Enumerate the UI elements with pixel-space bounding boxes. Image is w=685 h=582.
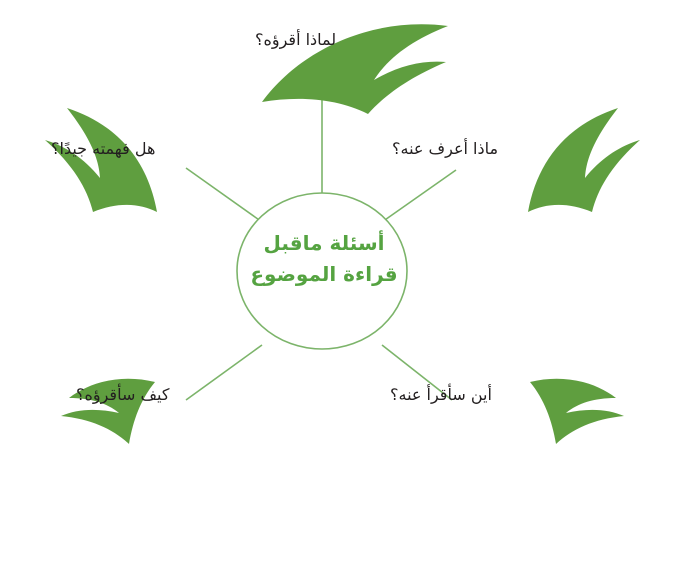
center-node-line-2: قراءة الموضوع xyxy=(250,262,398,286)
swoosh-lower-left xyxy=(530,379,624,444)
swoosh-upper-right xyxy=(45,108,157,212)
connector-line-lower-right xyxy=(186,345,262,400)
node-label-upper-left: ماذا أعرف عنه؟ xyxy=(392,139,499,158)
node-label-upper-right: هل فهمته جيدًا؟ xyxy=(51,139,156,158)
node-label-lower-left: أين سأقرأ عنه؟ xyxy=(390,385,492,404)
node-label-top: لماذا أقرؤه؟ xyxy=(255,30,337,49)
center-node-line-1: أسئلة ماقبل xyxy=(263,231,385,255)
connector-line-upper-left xyxy=(382,170,456,222)
connector-line-upper-right xyxy=(186,168,262,222)
center-node-label xyxy=(238,228,410,290)
swoosh-upper-left xyxy=(528,108,640,212)
node-label-lower-right: كيف سأقرؤه؟ xyxy=(76,385,170,404)
